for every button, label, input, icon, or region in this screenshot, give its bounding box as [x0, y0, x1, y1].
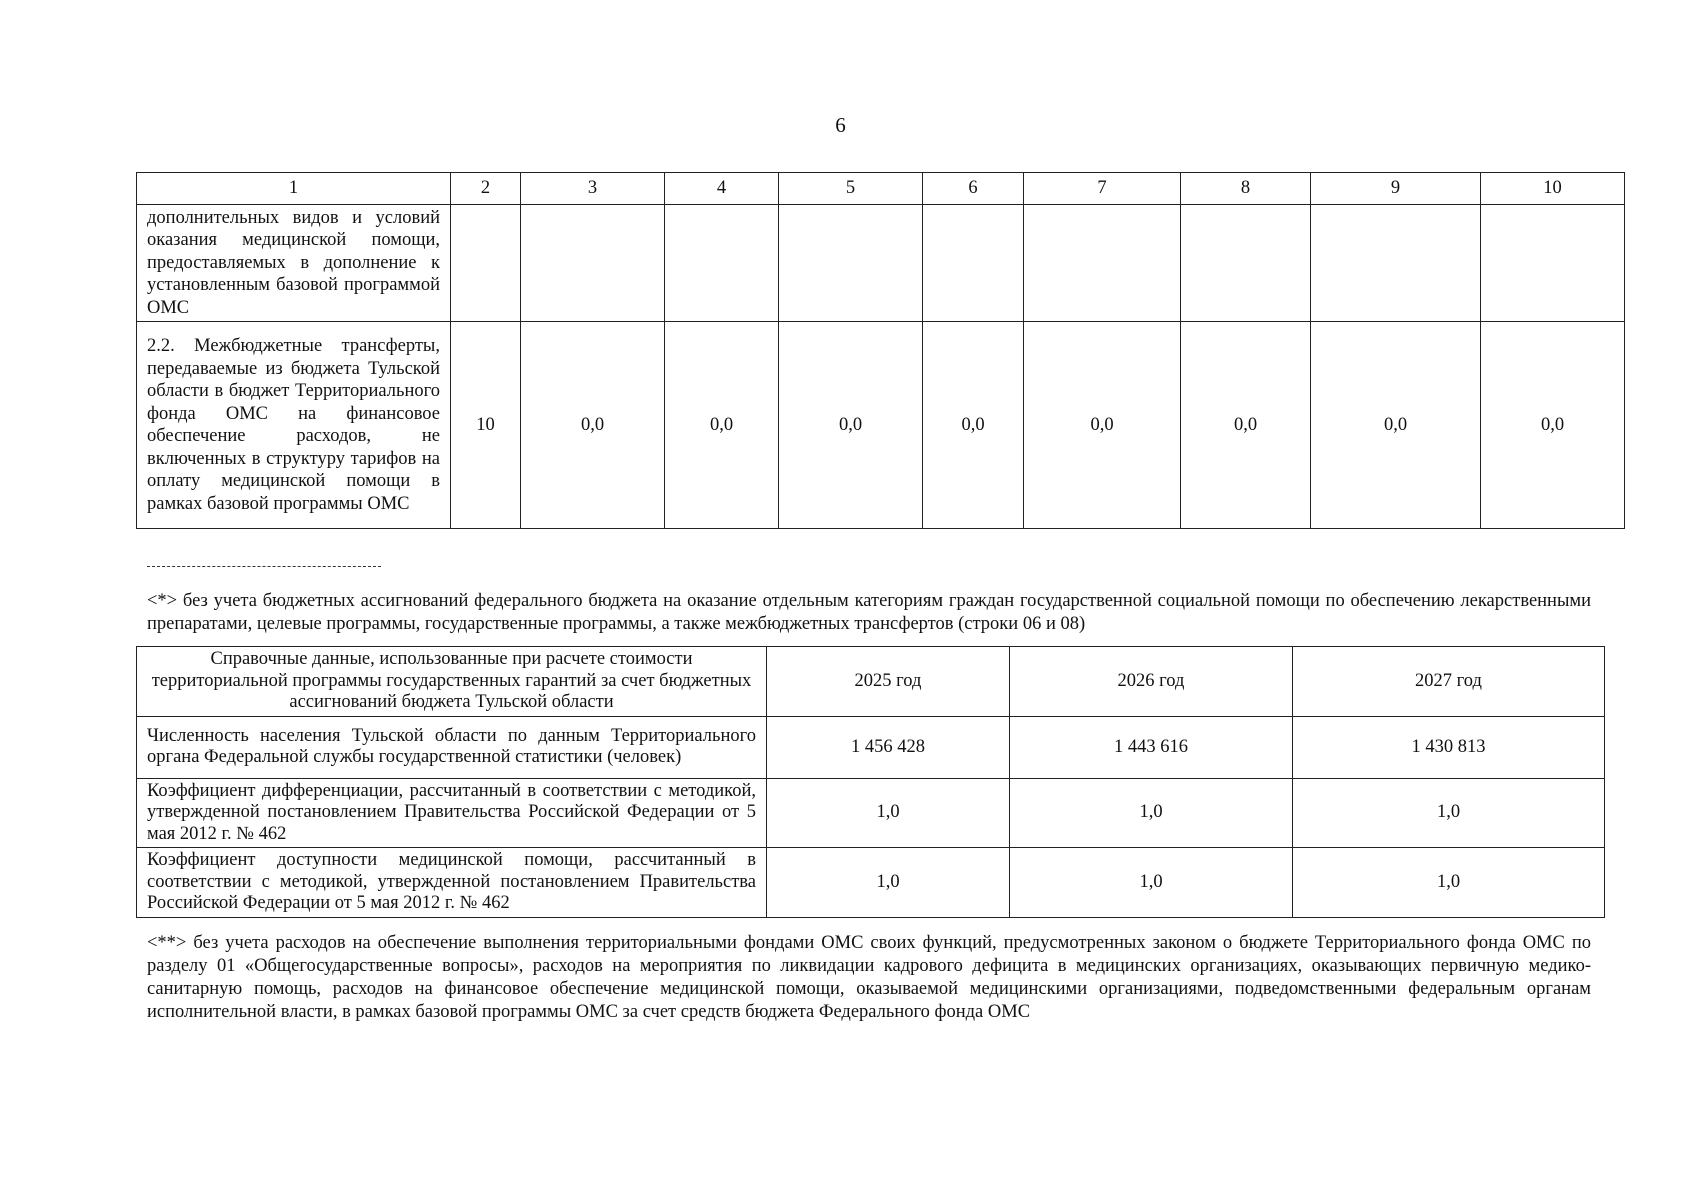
table-row: [137, 778, 1605, 848]
table-cell: 0,0: [1181, 322, 1311, 529]
table-cell: 0,0: [923, 322, 1024, 529]
table-cell: 0,0: [779, 322, 923, 529]
main-table: [136, 172, 1625, 529]
year-header: 2027 год: [1293, 647, 1605, 717]
table-cell: 0,0: [521, 322, 665, 529]
column-header: 6: [923, 173, 1024, 205]
column-header: 8: [1181, 173, 1311, 205]
column-header: 1: [137, 173, 451, 205]
reference-header-label: Справочные данные, использованные при расчете стоимости территориальной программы государственных гарантий за счет бюджетных ассигнований бюджета Тульской области: [137, 647, 767, 717]
row-label: Коэффициент дифференциации, рассчитанный в соответствии с методикой, утвержденной постановлением Правительства Российской Федерации от 5 мая 2012 г. № 462: [137, 778, 767, 848]
year-header: 2026 год: [1010, 647, 1293, 717]
reference-table: [136, 646, 1605, 918]
table-header-row: [137, 647, 1605, 717]
table-cell: [451, 205, 521, 322]
row-description: 2.2. Межбюджетные трансферты, передаваемые из бюджета Тульской области в бюджет Территориального фонда ОМС на финансовое обеспечение расходов, не включенных в структуру тарифов на оплату медицинской помощи в рамках базовой программы ОМС: [137, 322, 451, 529]
column-header: 9: [1311, 173, 1481, 205]
table-cell: 1,0: [767, 778, 1010, 848]
column-header: 3: [521, 173, 665, 205]
table-cell: [1181, 205, 1311, 322]
table-cell: 0,0: [1024, 322, 1181, 529]
table-cell: 1 443 616: [1010, 716, 1293, 778]
row-label: Коэффициент доступности медицинской помощи, рассчитанный в соответствии с методикой, утвержденной постановлением Правительства Российской Федерации от 5 мая 2012 г. № 462: [137, 848, 767, 918]
column-header: 7: [1024, 173, 1181, 205]
table-header-row: [137, 173, 1625, 205]
table-cell: [1024, 205, 1181, 322]
footnote-1: <*> без учета бюджетных ассигнований федерального бюджета на оказание отдельным категориям граждан государственной социальной помощи по обеспечению лекарственными препаратами, целевые программы, государственные программы, а также межбюджетных трансфертов (строки 06 и 08): [147, 591, 1591, 634]
table-row: [137, 205, 1625, 322]
table-cell: 1 430 813: [1293, 716, 1605, 778]
table-cell: 1,0: [1293, 778, 1605, 848]
table-cell: 1,0: [1293, 848, 1605, 918]
table-cell: [1481, 205, 1625, 322]
table-cell: 1,0: [1010, 778, 1293, 848]
table-cell: [923, 205, 1024, 322]
table-cell: 0,0: [1481, 322, 1625, 529]
year-header: 2025 год: [767, 647, 1010, 717]
table-cell: [779, 205, 923, 322]
table-cell: 0,0: [665, 322, 779, 529]
table-cell: [521, 205, 665, 322]
column-header: 4: [665, 173, 779, 205]
footnote-2: <**> без учета расходов на обеспечение выполнения территориальными фондами ОМС своих функций, предусмотренных законом о бюджете Территориального фонда ОМС по разделу 01 «Общегосударственные вопросы», расходов на мероприятия по ликвидации кадрового дефицита в медицинских организациях, оказывающих первичную медико-санитарную помощь, расходов на финансовое обеспечение медицинской помощи, оказываемой медицинскими организациями, подведомственными федеральным органам исполнительной власти, в рамках базовой программы ОМС за счет средств бюджета Федерального фонда ОМС: [147, 933, 1591, 1022]
table-cell: [1311, 205, 1481, 322]
table-cell: 1,0: [767, 848, 1010, 918]
row-description: дополнительных видов и условий оказания медицинской помощи, предоставляемых в дополнение к установленным базовой программой ОМС: [137, 205, 451, 322]
table-row: [137, 848, 1605, 918]
table-cell: [665, 205, 779, 322]
table-row: [137, 716, 1605, 778]
footnote-separator: [147, 566, 381, 567]
page-number: 6: [835, 113, 846, 137]
column-header: 5: [779, 173, 923, 205]
row-label: Численность населения Тульской области по данным Территориального органа Федеральной службы государственной статистики (человек): [137, 716, 767, 778]
column-header: 10: [1481, 173, 1625, 205]
table-cell: 10: [451, 322, 521, 529]
column-header: 2: [451, 173, 521, 205]
table-cell: 0,0: [1311, 322, 1481, 529]
table-cell: 1,0: [1010, 848, 1293, 918]
table-cell: 1 456 428: [767, 716, 1010, 778]
table-row: [137, 322, 1625, 529]
